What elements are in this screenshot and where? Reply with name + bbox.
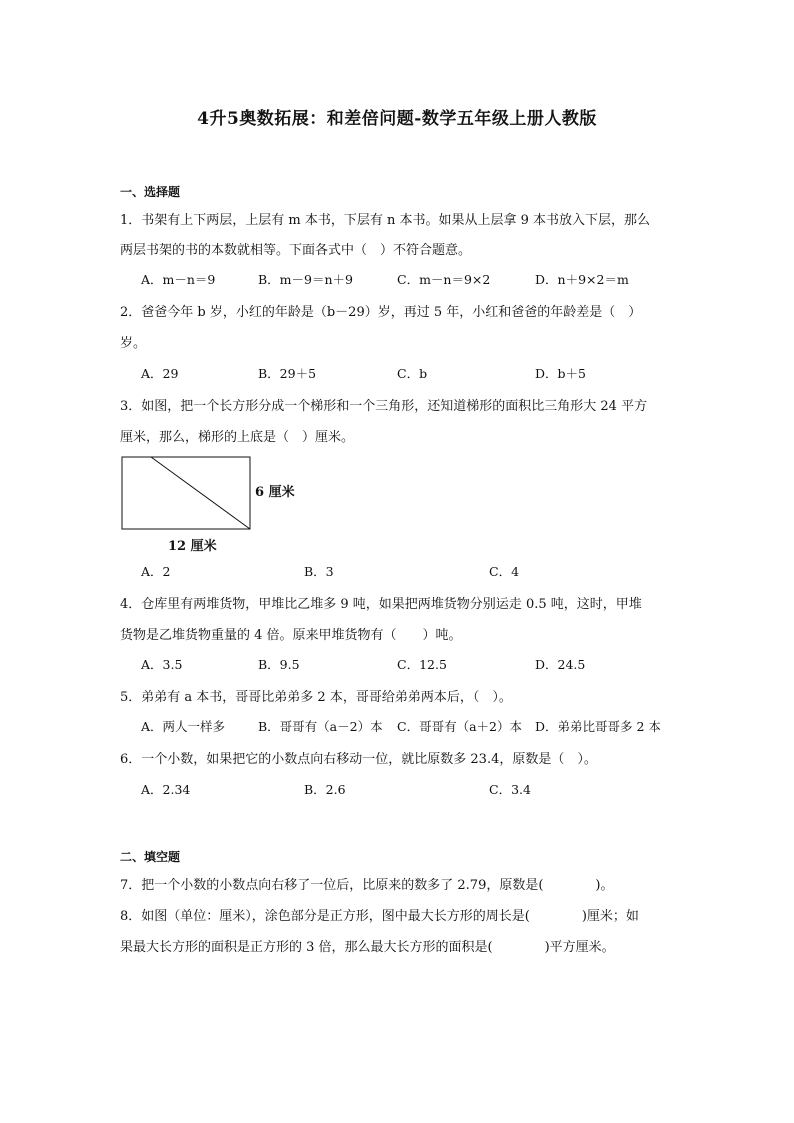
question-1-line-1: 1．书架有上下两层，上层有 m 本书，下层有 n 本书。如果从上层拿 9 本书放入下层，那么	[120, 213, 651, 228]
question-2-line-2: 岁。	[120, 336, 147, 351]
option-c: C．12.5	[397, 657, 447, 672]
option-a: A．2	[141, 564, 171, 579]
question-5-line-1: 5．弟弟有 a 本书，哥哥比弟弟多 2 本，哥哥给弟弟两本后，（ ）。	[120, 690, 512, 705]
question-8-line-2: 果最大长方形的面积是正方形的 3 倍，那么最大长方形的面积是( )平方厘米。	[120, 940, 615, 955]
section-heading-fill-in: 二、填空题	[120, 850, 181, 864]
question-7-line-1: 7．把一个小数的小数点向右移了一位后，比原来的数多了 2.79，原数是( )。	[120, 878, 614, 893]
question-4-line-1: 4．仓库里有两堆货物，甲堆比乙堆多 9 吨，如果把两堆货物分别运走 0.5 吨，这时，甲堆	[120, 597, 642, 612]
page-title: 4升5奥数拓展：和差倍问题-数学五年级上册人教版	[197, 109, 597, 129]
option-b: B．29＋5	[258, 366, 317, 381]
section-heading-choice: 一、选择题	[120, 185, 181, 199]
option-b: B．2.6	[304, 782, 346, 797]
rectangle-outline	[122, 457, 250, 529]
option-c: C．m－n＝9×2	[397, 272, 491, 287]
option-a: A．3.5	[141, 657, 183, 672]
option-a: A．两人一样多	[141, 719, 226, 734]
option-d: D．24.5	[535, 657, 586, 672]
option-c: C．3.4	[489, 782, 531, 797]
question-3-line-2: 厘米，那么，梯形的上底是（ ）厘米。	[120, 430, 355, 445]
option-d: D．n＋9×2＝m	[535, 272, 629, 287]
option-c: C．4	[489, 564, 520, 579]
option-b: B．哥哥有（a－2）本	[258, 719, 383, 734]
question-8-line-1: 8．如图（单位：厘米），涂色部分是正方形，图中最大长方形的周长是( )厘米；如	[120, 909, 639, 924]
option-b: B．3	[304, 564, 334, 579]
option-c: C．哥哥有（a＋2）本	[397, 719, 522, 734]
figure-height-label: 6 厘米	[255, 485, 295, 500]
question-6-line-1: 6．一个小数，如果把它的小数点向右移动一位，就比原数多 23.4，原数是（ ）。	[120, 752, 597, 767]
option-b: B．9.5	[258, 657, 300, 672]
option-b: B．m－9＝n＋9	[258, 272, 353, 287]
diagonal-line	[151, 457, 250, 529]
question-4-line-2: 货物是乙堆货物重量的 4 倍。原来甲堆货物有（ ）吨。	[120, 628, 462, 643]
option-c: C．b	[397, 366, 428, 381]
option-a: A．m－n＝9	[141, 272, 216, 287]
option-a: A．29	[141, 366, 179, 381]
question-2-line-1: 2．爸爸今年 b 岁，小红的年龄是（b－29）岁，再过 5 年，小红和爸爸的年龄差是（ ）	[120, 305, 642, 320]
option-a: A．2.34	[141, 782, 191, 797]
figure-width-label: 12 厘米	[168, 539, 217, 554]
option-d: D．弟弟比哥哥多 2 本	[535, 719, 661, 734]
question-3-line-1: 3．如图，把一个长方形分成一个梯形和一个三角形，还知道梯形的面积比三角形大 24 平方	[120, 399, 648, 414]
question-1-line-2: 两层书架的书的本数就相等。下面各式中（ ）不符合题意。	[120, 243, 472, 258]
option-d: D．b＋5	[535, 366, 586, 381]
